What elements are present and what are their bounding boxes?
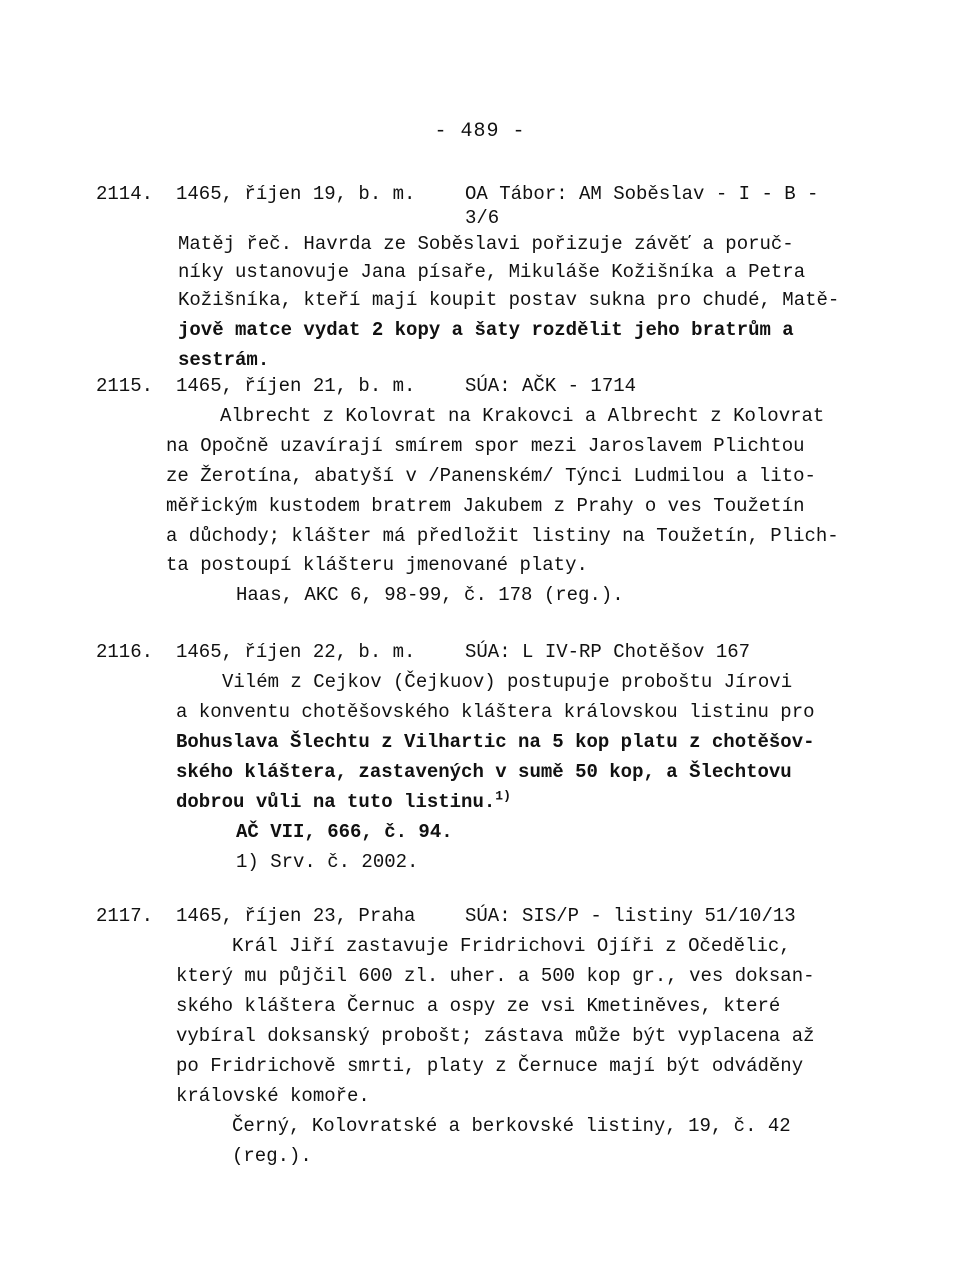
page-number: - 489 - [434,120,526,143]
entry-number: 2117. [96,905,154,927]
entry-date: 1465, říjen 22, b. m. [176,641,416,663]
entry-text-line: Král Jiří zastavuje Fridrichovi Ojíři z Očedělic, [232,935,791,957]
entry-source: SÚA: AČK - 1714 [465,375,637,397]
entry-footnote: 1) Srv. č. 2002. [236,851,419,873]
entry-source: SÚA: SIS/P - listiny 51/10/13 [465,905,796,927]
footnote-mark: 1) [495,788,511,804]
entry-text-line: Kožišníka, kteří mají koupit postav sukna pro chudé, Matě- [178,289,840,311]
entry-text-line: níky ustanovuje Jana písaře, Mikuláše Kožišníka a Petra [178,261,806,283]
entry-number: 2114. [96,183,154,205]
entry-text-line: dobrou vůli na tuto listinu. [176,791,496,813]
entry-source-cont: 3/6 [465,207,500,229]
entry-text-line: po Fridrichově smrti, platy z Černuce mají být odváděny [176,1055,804,1077]
entry-source: OA Tábor: AM Soběslav - I - B - [465,183,819,205]
entry-text-line: a konventu chotěšovského kláštera královskou listinu pro [176,701,815,723]
entry-text-line: Albrecht z Kolovrat na Krakovci a Albrecht z Kolovrat [220,405,825,427]
entry-text-line: měřickým kustodem bratrem Jakubem z Prahy o ves Toužetín [166,495,805,517]
entry-text-line: Matěj řeč. Havrda ze Soběslavi pořizuje závěť a poruč- [178,233,794,255]
entry-text-line: a důchody; klášter má předložit listiny na Toužetín, Plich- [166,525,839,547]
entry-date: 1465, říjen 19, b. m. [176,183,416,205]
entry-reference: AČ VII, 666, č. 94. [236,821,453,843]
entry-reference-line: (reg.). [232,1145,312,1167]
entry-text-line-with-footnote [176,790,511,814]
entry-text-line: vybíral doksanský probošt; zástava může být vyplacena až [176,1025,815,1047]
entry-date: 1465, říjen 23, Praha [176,905,416,927]
entry-source: SÚA: L IV-RP Chotěšov 167 [465,641,751,663]
entry-text-line: ského kláštera, zastavených v sumě 50 kop, a Šlechtovu [176,761,792,783]
entry-number: 2116. [96,641,154,663]
entry-text-line: ze Žerotína, abatyší v /Panenském/ Týnci Ludmilou a lito- [166,465,816,487]
entry-date: 1465, říjen 21, b. m. [176,375,416,397]
entry-text-line: jově matce vydat 2 kopy a šaty rozdělit jeho bratrům a [178,319,794,341]
entry-text-line: Vilém z Cejkov (Čejkuov) postupuje proboštu Jírovi [222,671,793,693]
entry-reference-line: Černý, Kolovratské a berkovské listiny, 19, č. 42 [232,1115,791,1137]
entry-text-line: ta postoupí klášteru jmenované platy. [166,554,588,576]
entry-text-line: ského kláštera Černuc a ospy ze vsi Kmetiněves, které [176,995,781,1017]
entry-reference: Haas, AKC 6, 98-99, č. 178 (reg.). [236,584,624,606]
entry-text-line: který mu půjčil 600 zl. uher. a 500 kop gr., ves doksan- [176,965,815,987]
entry-number: 2115. [96,375,154,397]
entry-text-line: sestrám. [178,349,270,371]
entry-text-line: královské komoře. [176,1085,370,1107]
entry-text-line: na Opočně uzavírají smírem spor mezi Jaroslavem Plichtou [166,435,805,457]
entry-text-line: Bohuslava Šlechtu z Vilhartic na 5 kop platu z chotěšov- [176,731,815,753]
